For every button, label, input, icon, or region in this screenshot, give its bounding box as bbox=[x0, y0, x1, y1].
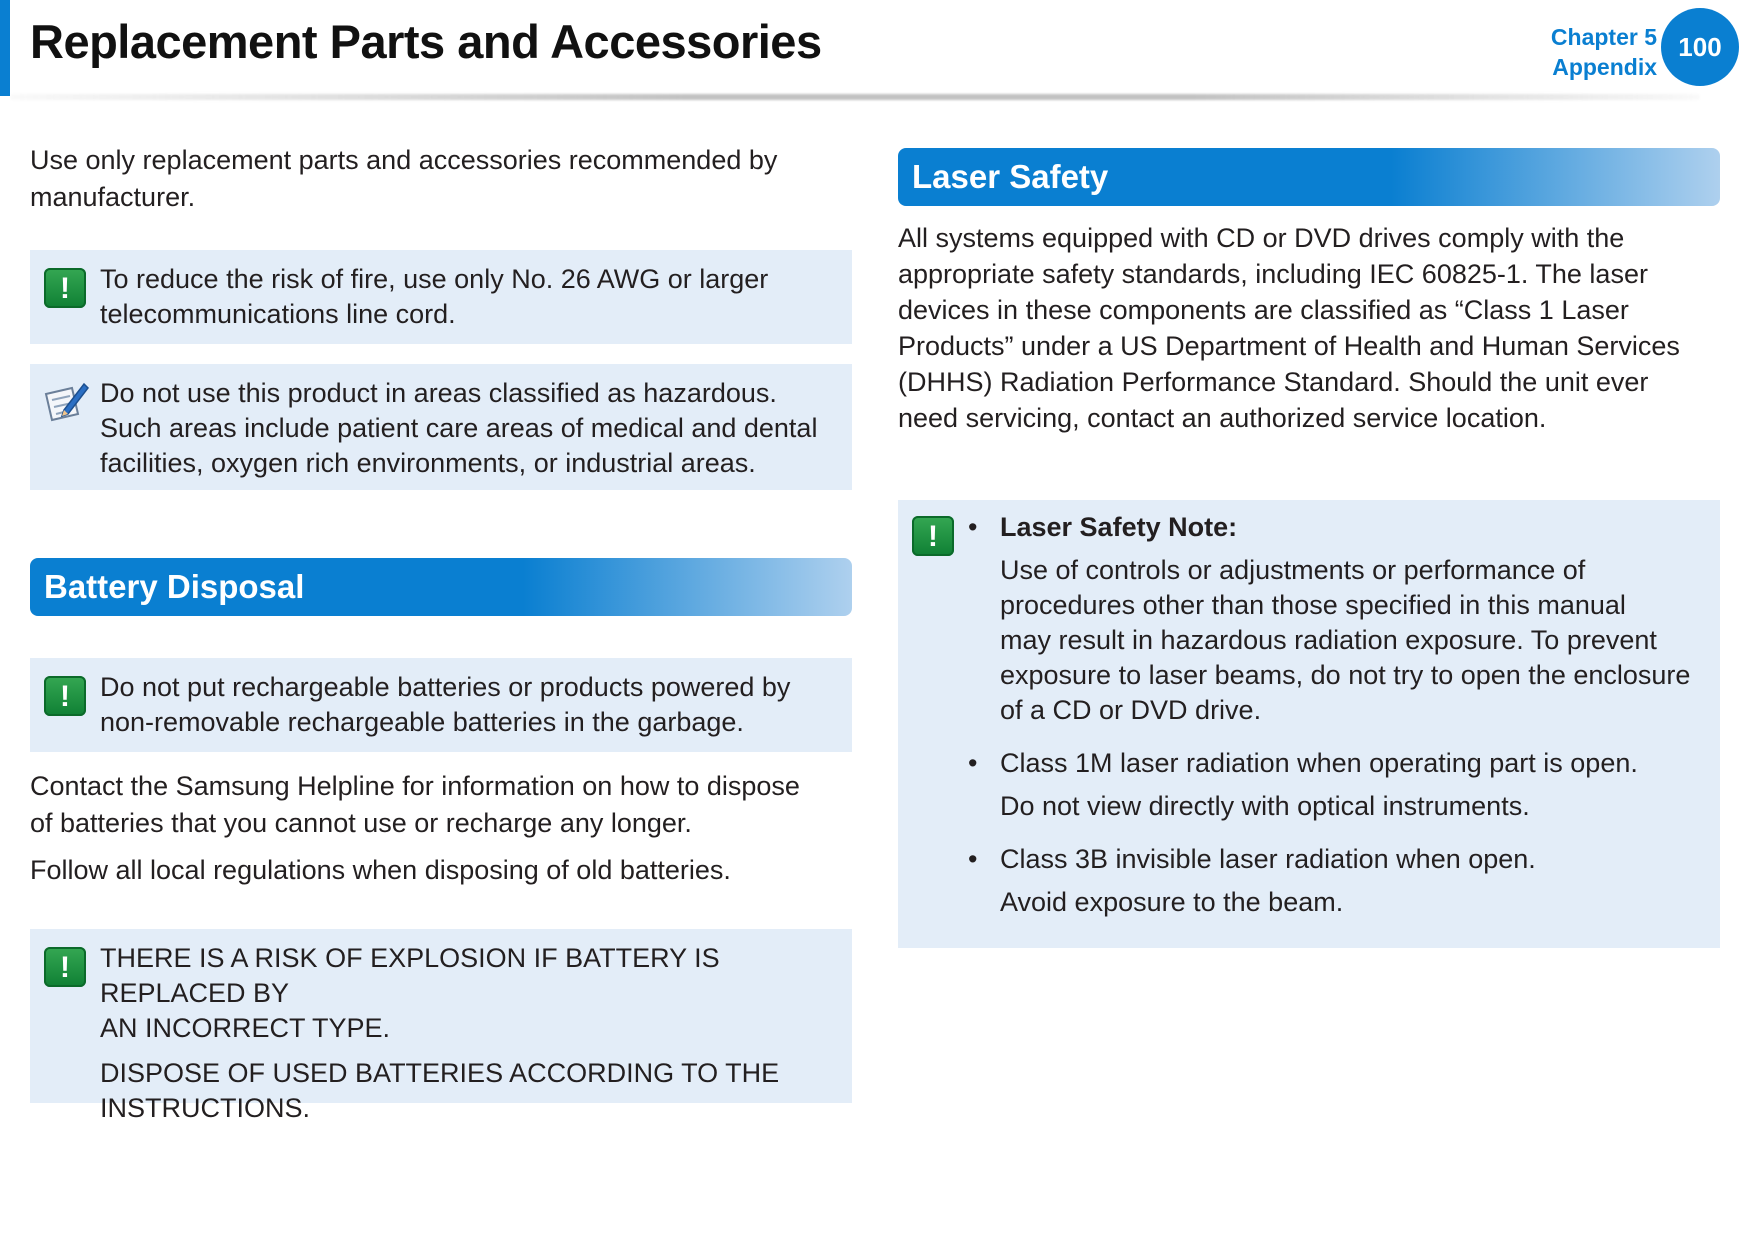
battery-caution-notice bbox=[30, 658, 852, 752]
dispose-line-1: DISPOSE OF USED BATTERIES ACCORDING TO THE bbox=[100, 1058, 780, 1088]
caution-cord-notice bbox=[30, 250, 852, 344]
exclamation-icon: ! bbox=[912, 516, 954, 556]
class3b-text: Class 3B invisible laser radiation when open. bbox=[1000, 844, 1536, 874]
hazard-note-line-3: facilities, oxygen rich environments, or industrial areas. bbox=[100, 448, 756, 478]
header-divider bbox=[10, 94, 1700, 100]
battery-disposal-heading: Battery Disposal bbox=[30, 558, 852, 616]
laser-safety-heading: Laser Safety bbox=[898, 148, 1720, 206]
exclamation-icon: ! bbox=[44, 268, 86, 308]
list-item bbox=[968, 842, 1704, 920]
laser-line-2: appropriate safety standards, including IEC 60825-1. The laser bbox=[898, 259, 1648, 289]
chapter-section: Appendix bbox=[1552, 54, 1657, 80]
left-column bbox=[30, 142, 852, 1123]
dispose-line-2: INSTRUCTIONS. bbox=[100, 1093, 311, 1123]
laser-line-4: Products” under a US Department of Health and Human Services bbox=[898, 331, 1680, 361]
laser-note-line-4: exposure to laser beams, do not try to open the enclosure bbox=[1000, 660, 1691, 690]
helpline-line-1: Contact the Samsung Helpline for information on how to dispose bbox=[30, 771, 800, 801]
laser-note-list bbox=[968, 510, 1704, 920]
exclamation-icon: ! bbox=[44, 947, 86, 987]
explosion-line-2: AN INCORRECT TYPE. bbox=[100, 1013, 391, 1043]
bullet-dot: • bbox=[968, 844, 978, 874]
page-accent-bar bbox=[0, 0, 10, 96]
list-item bbox=[968, 746, 1704, 824]
hazard-note-line-2: Such areas include patient care areas of medical and dental bbox=[100, 413, 818, 443]
laser-note-line-3: may result in hazardous radiation exposure. To prevent bbox=[1000, 625, 1657, 655]
laser-note-line-5: of a CD or DVD drive. bbox=[1000, 695, 1262, 725]
right-column bbox=[898, 148, 1720, 948]
page-title: Replacement Parts and Accessories bbox=[30, 15, 822, 68]
laser-note-heading: Laser Safety Note: bbox=[1000, 512, 1238, 542]
laser-line-1: All systems equipped with CD or DVD drives comply with the bbox=[898, 223, 1625, 253]
intro-paragraph: Use only replacement parts and accessories recommended by manufacturer. bbox=[30, 145, 778, 212]
battery-caution-line-1: Do not put rechargeable batteries or products powered by bbox=[100, 672, 791, 702]
list-item bbox=[968, 510, 1704, 728]
helpline-paragraph bbox=[30, 768, 852, 842]
hazard-note-line-1: Do not use this product in areas classified as hazardous. bbox=[100, 378, 777, 408]
laser-line-5: (DHHS) Radiation Performance Standard. Should the unit ever bbox=[898, 367, 1649, 397]
laser-safety-note bbox=[898, 500, 1720, 948]
explosion-warning-notice bbox=[30, 929, 852, 1123]
laser-note-line-1: Use of controls or adjustments or performance of bbox=[1000, 555, 1586, 585]
laser-note-body bbox=[1000, 553, 1704, 728]
class1m-text: Class 1M laser radiation when operating part is open. bbox=[1000, 748, 1638, 778]
laser-safety-paragraph bbox=[898, 220, 1720, 436]
bullet-dot: • bbox=[968, 748, 978, 778]
helpline-line-2: of batteries that you cannot use or recharge any longer. bbox=[30, 808, 692, 838]
class1m-subtext: Do not view directly with optical instruments. bbox=[1000, 791, 1530, 821]
memo-pencil-icon bbox=[42, 380, 90, 426]
bullet-dot: • bbox=[968, 512, 978, 542]
class3b-subtext: Avoid exposure to the beam. bbox=[1000, 887, 1344, 917]
caution-cord-line-1: To reduce the risk of fire, use only No. 26 AWG or larger bbox=[100, 264, 769, 294]
chapter-number: Chapter 5 bbox=[1550, 24, 1657, 50]
laser-line-6: need servicing, contact an authorized service location. bbox=[898, 403, 1547, 433]
regulations-paragraph: Follow all local regulations when disposing of old batteries. bbox=[30, 855, 731, 885]
exclamation-icon: ! bbox=[44, 676, 86, 716]
hazard-note bbox=[30, 364, 852, 490]
explosion-line-1: THERE IS A RISK OF EXPLOSION IF BATTERY IS REPLACED BY bbox=[100, 943, 720, 1008]
laser-note-line-2: procedures other than those specified in this manual bbox=[1000, 590, 1626, 620]
page-number-badge: 100 bbox=[1661, 8, 1739, 86]
caution-cord-line-2: telecommunications line cord. bbox=[100, 299, 456, 329]
chapter-label bbox=[1551, 22, 1657, 82]
battery-caution-line-2: non-removable rechargeable batteries in the garbage. bbox=[100, 707, 744, 737]
laser-line-3: devices in these components are classified as “Class 1 Laser bbox=[898, 295, 1629, 325]
